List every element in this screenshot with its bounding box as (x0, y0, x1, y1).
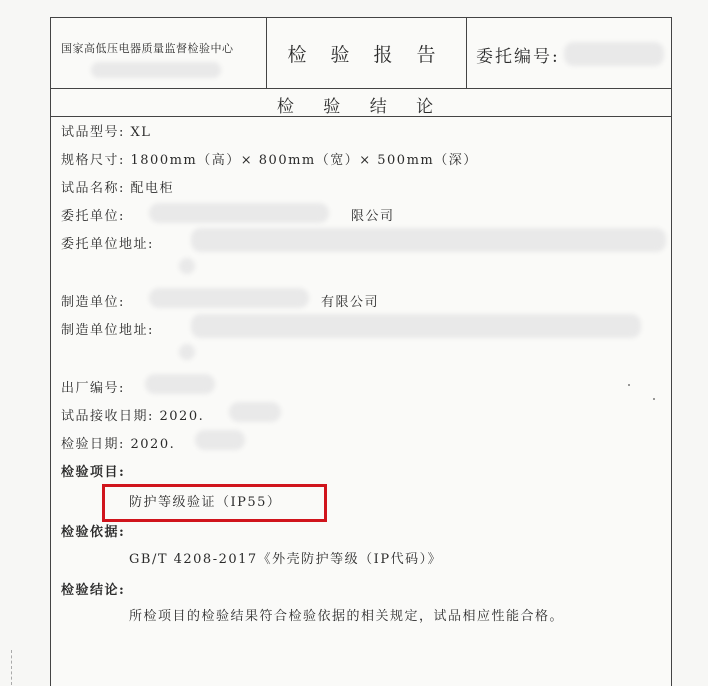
field-maker-address-label: 制造单位地址: (61, 323, 154, 338)
page-edge-mark (11, 650, 13, 685)
basis-standard: GB/T 4208-2017《外壳防护等级（IP代码）》 (129, 552, 443, 567)
org-name: 国家高低压电器质量监督检验中心 (61, 42, 234, 55)
title-cell (266, 18, 467, 88)
report-title: 检 验 报 告 (287, 44, 445, 66)
field-serial-label: 出厂编号: (61, 381, 125, 396)
report-header (51, 18, 671, 89)
field-inspect-date: 检验日期: 2020. (61, 437, 176, 452)
items-label: 检验项目: (61, 465, 126, 480)
highlight-box (102, 484, 327, 522)
redacted-client-address-2 (179, 258, 195, 274)
redacted-receive-date (229, 402, 281, 422)
org-cell (51, 18, 267, 88)
redacted-maker (149, 288, 309, 308)
redacted-maker-address-2 (179, 344, 195, 360)
field-size: 规格尺寸: 1800mm（高）× 800mm（宽）× 500mm（深） (61, 153, 478, 168)
client-no-label: 委托编号: (476, 47, 560, 67)
field-client-unit-suffix: 限公司 (351, 209, 395, 224)
redacted-serial (145, 374, 215, 394)
redacted-org-subtitle (91, 62, 221, 78)
scan-speck (628, 384, 630, 386)
client-no-cell (466, 18, 671, 88)
redacted-inspect-date (195, 430, 245, 450)
field-maker-suffix: 有限公司 (321, 295, 380, 310)
field-receive-date: 试品接收日期: 2020. (61, 409, 205, 424)
redacted-client-unit (149, 203, 329, 223)
scan-speck (653, 398, 655, 400)
conclusion-label: 检验结论: (61, 583, 126, 598)
redacted-client-no (564, 42, 664, 66)
conclusion-banner (51, 88, 671, 117)
basis-label: 检验依据: (61, 525, 126, 540)
field-name: 试品名称: 配电柜 (61, 181, 175, 196)
redacted-maker-address (191, 314, 641, 338)
conclusion-text: 所检项目的检验结果符合检验依据的相关规定，试品相应性能合格。 (129, 609, 565, 624)
field-model: 试品型号: XL (61, 125, 152, 140)
inspection-report-sheet (50, 17, 672, 686)
inspection-item: 防护等级验证（IP55） (129, 495, 282, 510)
field-client-address-label: 委托单位地址: (61, 237, 154, 252)
redacted-client-address (191, 228, 666, 252)
field-maker-label: 制造单位: (61, 295, 125, 310)
conclusion-banner-title: 检 验 结 论 (276, 97, 446, 117)
field-client-unit-label: 委托单位: (61, 209, 125, 224)
